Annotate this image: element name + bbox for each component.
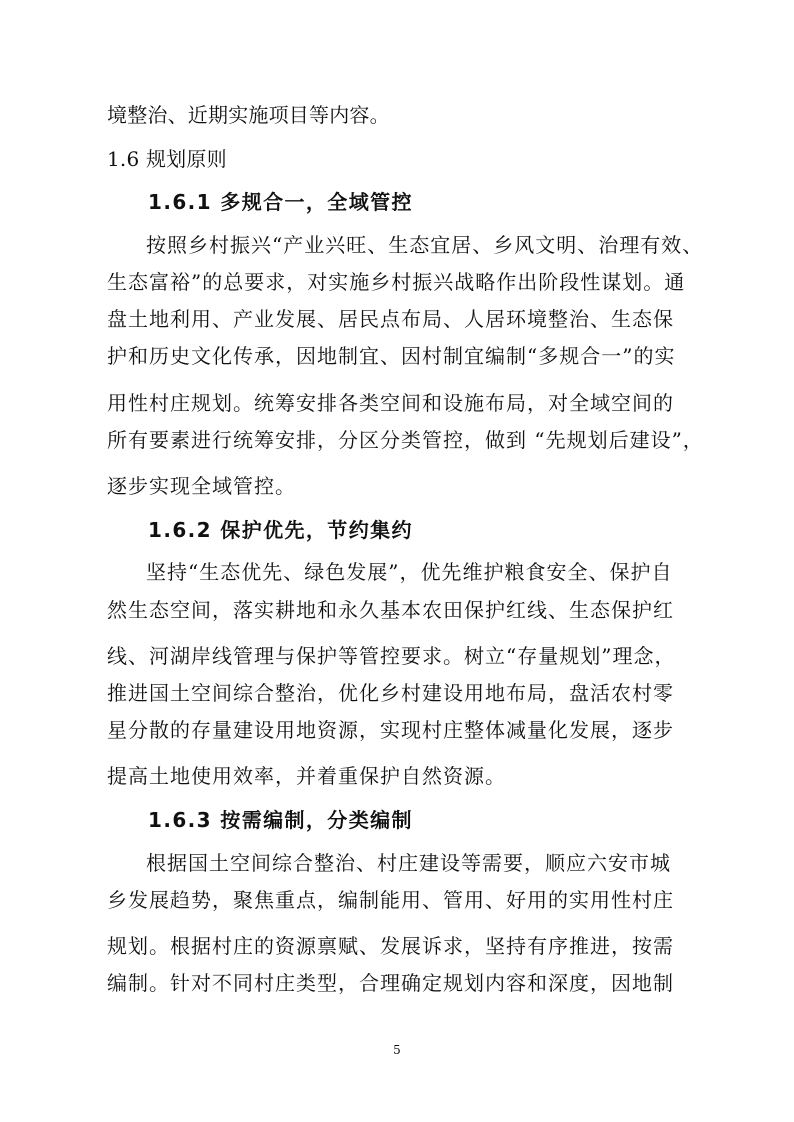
- paragraph-line: 生态富裕”的总要求，对实施乡村振兴战略作出阶段性谋划。通: [107, 270, 686, 294]
- page-number: 5: [393, 1043, 401, 1057]
- paragraph-line: 坚持“生态优先、绿色发展”，优先维护粮食安全、保护自: [146, 560, 673, 584]
- paragraph-line: 线、河湖岸线管理与保护等管控要求。树立“存量规划”理念，: [107, 644, 676, 668]
- paragraph-line: 然生态空间，落实耕地和永久基本农田保护红线、生态保护红: [107, 598, 674, 622]
- paragraph-line: 推进国土空间综合整治，优化乡村建设用地布局，盘活农村零: [107, 681, 674, 705]
- section-heading: 1.6 规划原则: [107, 147, 227, 171]
- paragraph-line: 逐步实现全域管控。: [107, 474, 296, 498]
- paragraph-line: 提高土地使用效率，并着重保护自然资源。: [107, 764, 506, 788]
- subsection-heading: 1.6.1 多规合一，全域管控: [148, 190, 413, 214]
- paragraph-line: 境整治、近期实施项目等内容。: [107, 103, 390, 127]
- subsection-heading: 1.6.2 保护优先，节约集约: [148, 518, 413, 542]
- subsection-heading: 1.6.3 按需编制，分类编制: [148, 808, 413, 832]
- paragraph-line: 盘土地利用、产业发展、居民点布局、人居环境整治、生态保: [107, 307, 674, 331]
- paragraph-line: 星分散的存量建设用地资源，实现村庄整体减量化发展，逐步: [107, 718, 674, 742]
- paragraph-line: 用性村庄规划。统筹安排各类空间和设施布局，对全域空间的: [107, 391, 674, 415]
- paragraph-line: 护和历史文化传承，因地制宜、因村制宜编制“多规合一”的实: [107, 344, 676, 368]
- paragraph-line: 规划。根据村庄的资源禀赋、发展诉求，坚持有序推进，按需: [107, 934, 674, 958]
- paragraph-line: 根据国土空间综合整治、村庄建设等需要，顺应六安市城: [146, 851, 671, 875]
- paragraph-line: 按照乡村振兴“产业兴旺、生态宜居、乡风文明、治理有效、: [146, 233, 704, 257]
- paragraph-line: 所有要素进行统筹安排，分区分类管控，做到 “先规划后建设”，: [107, 428, 704, 452]
- paragraph-line: 编制。针对不同村庄类型，合理确定规划内容和深度，因地制: [107, 971, 674, 995]
- paragraph-line: 乡发展趋势，聚焦重点，编制能用、管用、好用的实用性村庄: [107, 888, 674, 912]
